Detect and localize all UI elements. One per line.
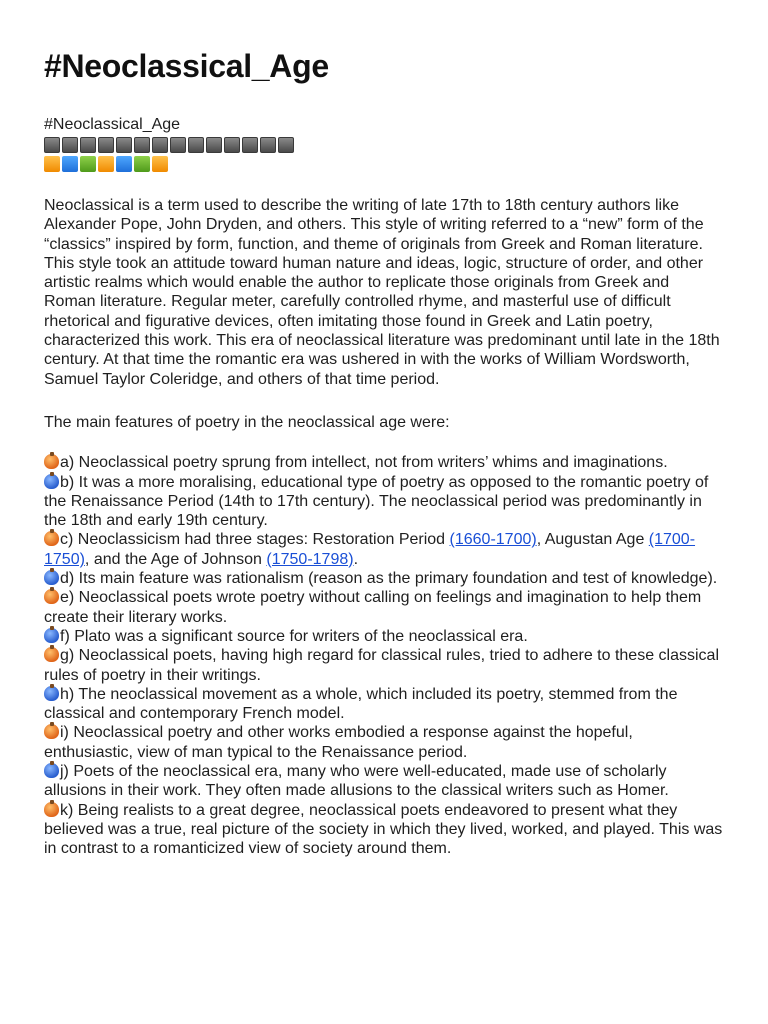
orange-pushpin-icon (44, 647, 59, 662)
list-item-text: k) Being realists to a great degree, neoclassical poets endeavored to present what they believed was a true, real picture of the society in which they lived, worked, and played. This was in contrast to a romanticized view of society around them. (44, 801, 723, 858)
link-age-of-johnson[interactable]: (1750-1798) (266, 550, 354, 568)
blue-pushpin-icon (44, 570, 59, 585)
emoji-dark-tile-icon (62, 137, 78, 153)
emoji-dark-tile-icon (44, 137, 60, 153)
list-item (44, 473, 724, 531)
list-item-text: e) Neoclassical poets wrote poetry without calling on feelings and imagination to help them create their literary works. (44, 589, 702, 626)
list-item-text: h) The neoclassical movement as a whole, which included its poetry, stemmed from the classical and contemporary French model. (44, 685, 678, 723)
list-item (44, 453, 724, 472)
intro-paragraph: Neoclassical is a term used to describe the writing of late 17th to 18th century authors like Alexander Pope, John Dryden, and others. This style of writing referred to a “new” form of the “classics” inspired by form, function, and theme of originals from Greek and Roman literature. This style took an attitude toward human nature and ideas, logic, structure of order, and other artistic realms which would enable the author to replicate those originals from Greek and Roman literature. Regular meter, carefully controlled rhyme, and masterful use of difficult rhetorical and figurative devices, often imitating those found in Greek and Latin poetry, characterized this work. This era of neoclassical literature was predominant until late in the 18th century. At that time the romantic era was ushered in with the works of William Wordsworth, Samuel Taylor Coleridge, and others of that time period. (44, 197, 720, 388)
orange-pushpin-icon (44, 454, 59, 469)
list-item (44, 646, 724, 685)
emoji-tile-row-top (44, 137, 724, 153)
blue-pushpin-icon (44, 474, 59, 489)
emoji-dark-tile-icon (224, 137, 240, 153)
orange-pushpin-icon (44, 802, 59, 817)
emoji-orange-tile-icon (98, 156, 114, 172)
list-item-text: j) Poets of the neoclassical era, many who were well-educated, made use of scholarly allusions in their work. They often made allusions to the classical writers such as Homer. (44, 763, 669, 800)
blue-pushpin-icon (44, 686, 59, 701)
orange-pushpin-icon (44, 724, 59, 739)
emoji-dark-tile-icon (152, 137, 168, 153)
features-lead: The main features of poetry in the neoclassical age were: (44, 413, 450, 431)
page-title: #Neoclassical_Age (44, 48, 329, 84)
emoji-orange-tile-icon (44, 156, 60, 172)
emoji-dark-tile-icon (80, 137, 96, 153)
link-restoration-period[interactable]: (1660-1700) (449, 531, 537, 549)
list-item (44, 723, 724, 762)
list-item-text: b) It was a more moralising, educational type of poetry as opposed to the romantic poetry of the Renaissance Period (14th to 17th century). The neoclassical period was predominantly in the 18th and early 19th century. (44, 473, 709, 530)
list-item (44, 627, 724, 646)
emoji-dark-tile-icon (98, 137, 114, 153)
list-item (44, 569, 724, 588)
list-item-text: c) Neoclassicism had three stages: Restoration Period (60, 531, 450, 549)
features-list (44, 453, 724, 858)
list-item-text: , and the Age of Johnson (84, 550, 267, 568)
emoji-blue-tile-icon (62, 156, 78, 172)
emoji-dark-tile-icon (188, 137, 204, 153)
list-item-text: f) Plato was a significant source for writers of the neoclassical era. (60, 627, 528, 645)
emoji-dark-tile-icon (278, 137, 294, 153)
emoji-dark-tile-icon (206, 137, 222, 153)
emoji-green-tile-icon (80, 156, 96, 172)
emoji-blue-tile-icon (116, 156, 132, 172)
list-item-text: g) Neoclassical poets, having high regard for classical rules, tried to adhere to these classical rules of poetry in their writings. (44, 647, 719, 684)
emoji-dark-tile-icon (242, 137, 258, 153)
orange-pushpin-icon (44, 531, 59, 546)
list-item-text: a) Neoclassical poetry sprung from intellect, not from writers’ whims and imaginations. (60, 454, 668, 472)
emoji-tile-row-bottom (44, 156, 724, 172)
emoji-dark-tile-icon (116, 137, 132, 153)
list-item-text: . (353, 550, 359, 568)
emoji-dark-tile-icon (170, 137, 186, 153)
emoji-orange-tile-icon (152, 156, 168, 172)
list-item (44, 588, 724, 627)
list-item (44, 801, 724, 859)
list-item-text: d) Its main feature was rationalism (reason as the primary foundation and test of knowledge). (60, 570, 718, 588)
emoji-green-tile-icon (134, 156, 150, 172)
blue-pushpin-icon (44, 763, 59, 778)
orange-pushpin-icon (44, 589, 59, 604)
emoji-dark-tile-icon (134, 137, 150, 153)
emoji-dark-tile-icon (260, 137, 276, 153)
list-item-text: i) Neoclassical poetry and other works embodied a response against the hopeful, enthusiastic, view of man typical to the Renaissance period. (44, 724, 633, 761)
list-item (44, 762, 724, 801)
list-item-text: , Augustan Age (536, 531, 649, 549)
hashtag-label: #Neoclassical_Age (44, 116, 181, 133)
blue-pushpin-icon (44, 628, 59, 643)
link-augustan-age[interactable]: (1700-1750) (44, 531, 696, 568)
list-item (44, 685, 724, 724)
list-item (44, 530, 724, 569)
